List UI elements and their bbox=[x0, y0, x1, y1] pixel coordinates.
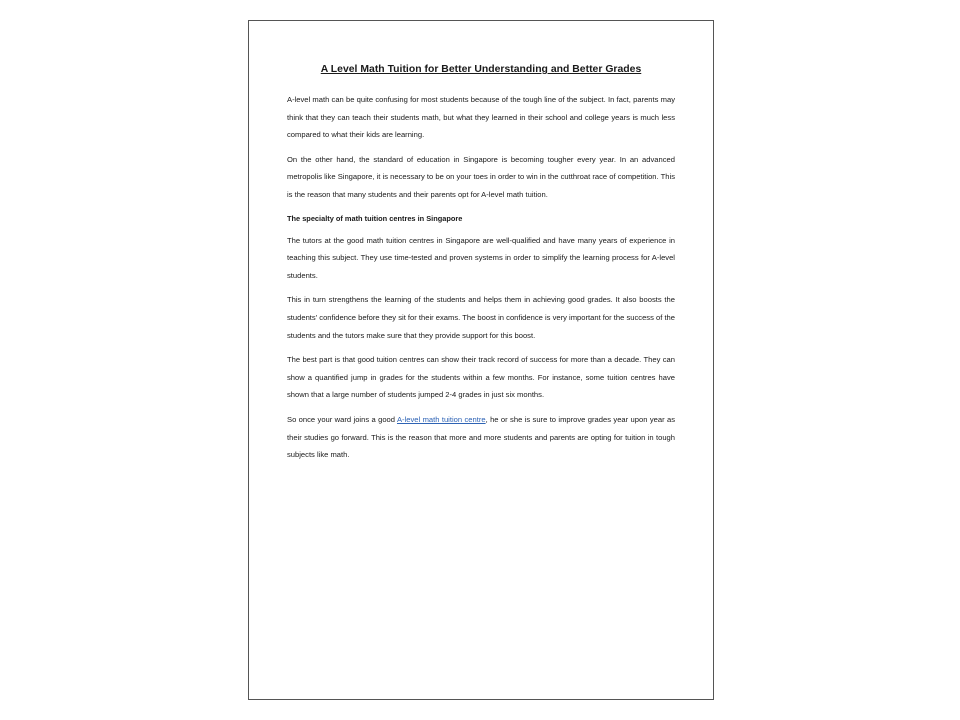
paragraph-2: On the other hand, the standard of education in Singapore is becoming tougher every year. In an advanced metropolis like Singapore, it is necessary to be on your toes in order to win in the cutthroat race of competition. This is the reason that many students and their parents opt for A-level math tuition. bbox=[287, 154, 675, 199]
paragraph-6-text-after: , he or she is sure to improve grades year upon year as their studies go forward. This is the reason that more and more students and parents are opting for tuition in tough subjects like math. bbox=[287, 414, 675, 460]
paragraph-6 bbox=[287, 411, 675, 464]
paragraph-6-text-before: So once your ward joins a good bbox=[287, 414, 397, 424]
paragraph-3: The tutors at the good math tuition centres in Singapore are well-qualified and have many years of experience in teaching this subject. They use time-tested and proven systems in order to simplify the learning process for A-level students. bbox=[287, 235, 675, 280]
tuition-centre-link[interactable]: A-level math tuition centre bbox=[396, 414, 486, 424]
document-title: A Level Math Tuition for Better Understanding and Better Grades bbox=[320, 64, 642, 75]
paragraph-1: A-level math can be quite confusing for most students because of the tough line of the subject. In fact, parents may think that they can teach their students math, but what they learned in their school and college years is much less compared to what their kids are learning. bbox=[287, 95, 675, 140]
document-content bbox=[287, 63, 675, 471]
paragraph-5: The best part is that good tuition centres can show their track record of success for more than a decade. They can show a quantified jump in grades for the students within a few months. For instance, some tuition centres have shown that a large number of students jumped 2-4 grades in just six months. bbox=[287, 355, 675, 400]
paragraph-4: This in turn strengthens the learning of the students and helps them in achieving good grades. It also boosts the students' confidence before they sit for their exams. The boost in confidence is very important for the success of the students and the tutors make sure that they provide support for this boost. bbox=[287, 295, 675, 340]
section-subheading: The specialty of math tuition centres in Singapore bbox=[287, 213, 463, 223]
document-page bbox=[248, 20, 714, 700]
